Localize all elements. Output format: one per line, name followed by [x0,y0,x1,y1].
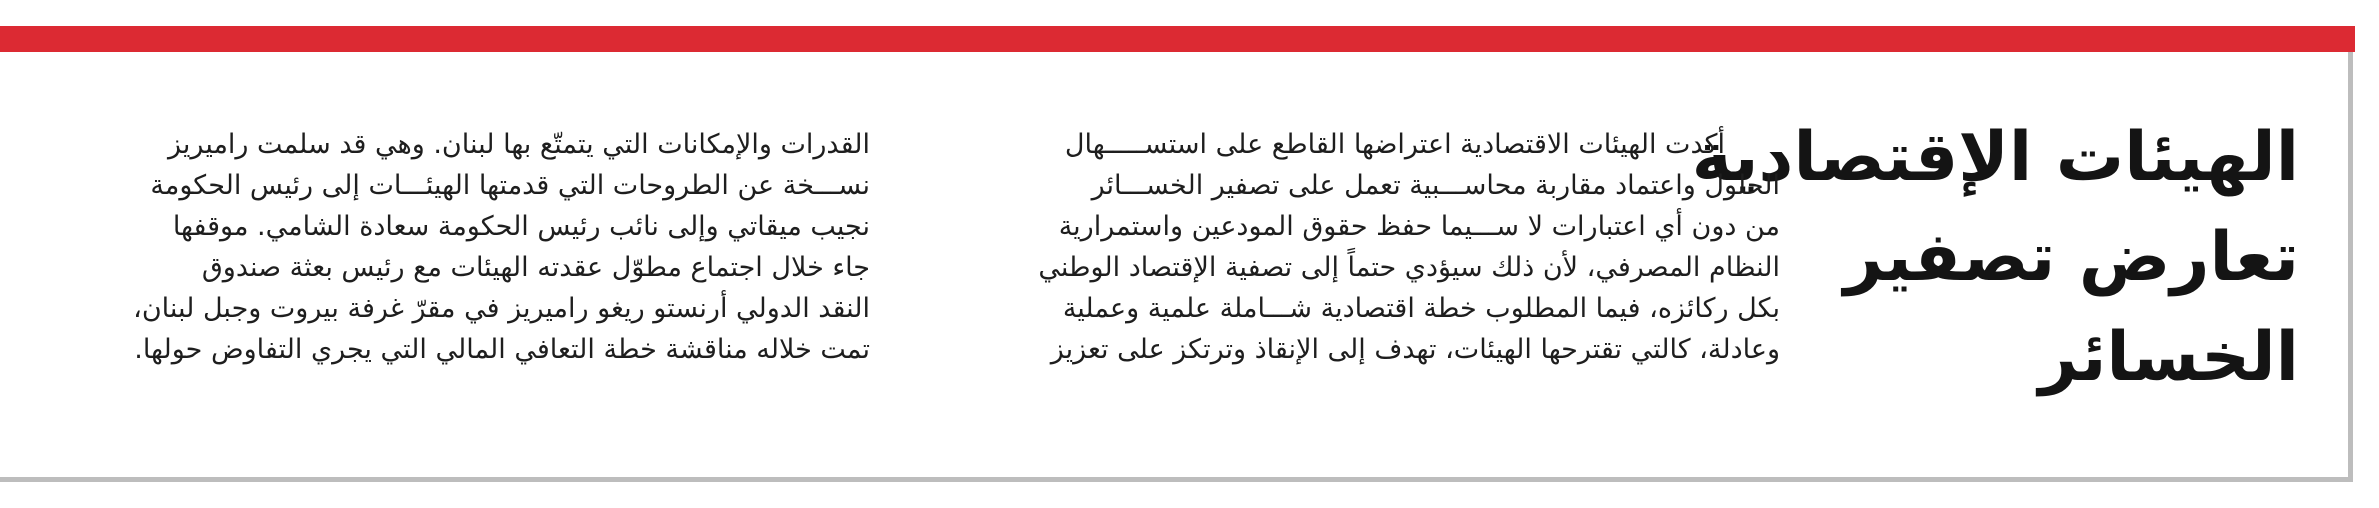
headline-line: تعارض تصفير [1843,218,2299,297]
headline-line: الخسائر [2038,318,2299,397]
frame-border-right [2348,52,2353,482]
frame-border-bottom [0,477,2353,482]
body-line: أكدت الهيئات الاقتصادية اعتراضها القاطع على استســـــهال [1064,129,1725,160]
article-column-right [930,124,1780,370]
body-line: جاء خلال اجتماع مطوّل عقدته الهيئات مع رئيس بعثة صندوق [201,252,870,283]
body-line: من دون أي اعتبارات لا ســـيما حفظ حقوق المودعين واستمرارية [1058,211,1780,242]
body-line: بكل ركائزه، فيما المطلوب خطة اقتصادية شـــاملة علمية وعملية [1062,293,1780,324]
headline-line: الهيئات الإقتصادية [1691,118,2299,197]
body-line: وعادلة، كالتي تقترحها الهيئات، تهدف إلى الإنقاذ وترتكز على تعزيز [1050,334,1780,365]
body-line: نجيب ميقاتي وإلى نائب رئيس الحكومة سعادة الشامي. موقفها [172,211,870,242]
body-line: تمت خلاله مناقشة خطة التعافي المالي التي يجري التفاوض حولها. [134,334,870,365]
article-headline [1691,108,2299,408]
article-column-left [30,124,870,370]
body-line: نســـخة عن الطروحات التي قدمتها الهيئـــات إلى رئيس الحكومة [150,170,870,201]
body-line: القدرات والإمكانات التي يتمتّع بها لبنان. وهي قد سلمت راميريز [168,129,870,160]
body-line: النظام المصرفي، لأن ذلك سيؤدي حتماً إلى تصفية الإقتصاد الوطني [1038,252,1780,283]
body-line: النقد الدولي أرنستو ريغو راميريز في مقرّ غرفة بيروت وجبل لبنان، [133,293,870,324]
body-line: الحلول واعتماد مقاربة محاســـبية تعمل على تصفير الخســـائر [1091,170,1780,201]
red-accent-bar [0,26,2355,52]
